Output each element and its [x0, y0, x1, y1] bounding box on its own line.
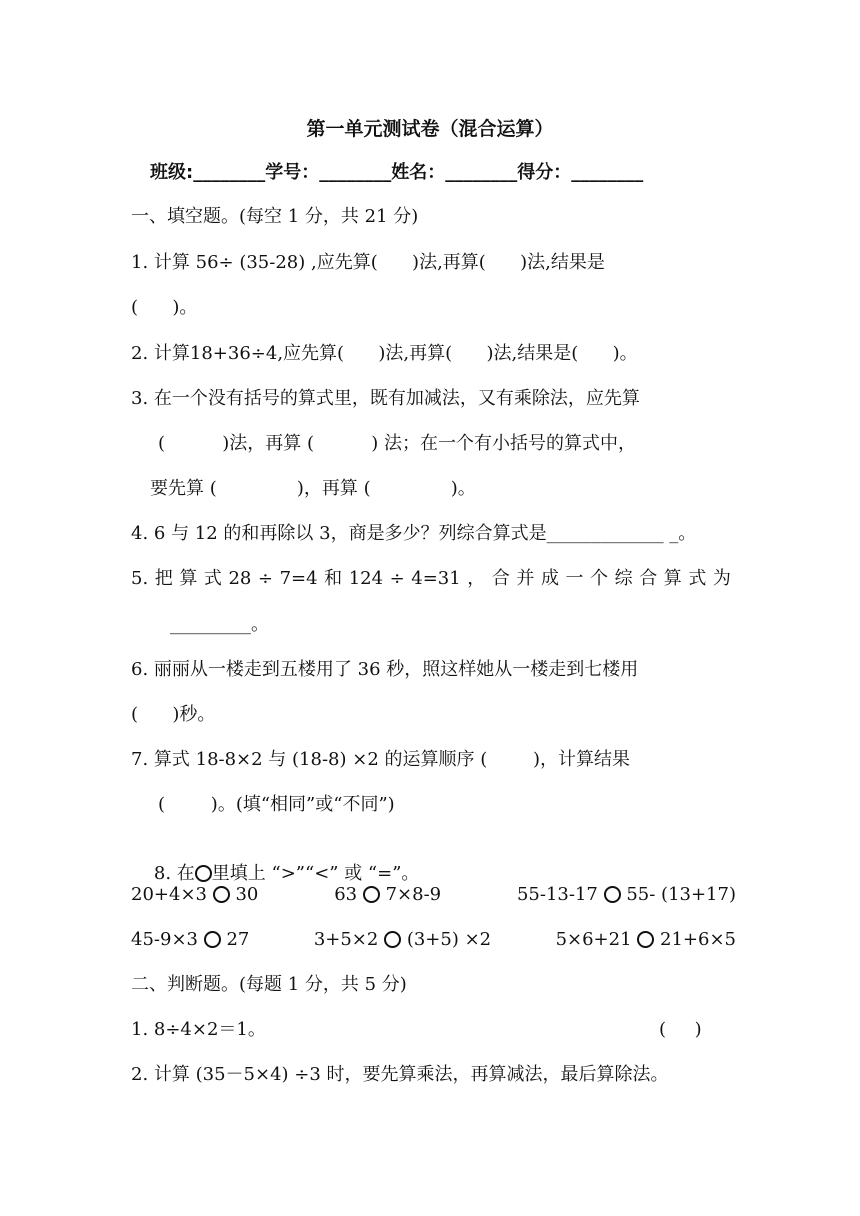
question-4-line-1: 4. 6 与 12 的和再除以 3，商是多少？列综合算式是_____________ _。 [131, 523, 697, 544]
comparison-left: 3+5×2 [313, 929, 379, 950]
question-5-line-2: _________。 [170, 614, 269, 635]
judge-question-2: 2. 计算 (35－5×4) ÷3 时，要先算乘法，再算减法，最后算除法。 [131, 1064, 669, 1085]
q5-token: 算 [663, 568, 682, 589]
comparison-item [334, 883, 441, 907]
comparison-left: 20+4×3 [131, 884, 207, 905]
question-2-line-1: 2. 计算18+36÷4,应先算( )法,再算( )法,结果是( )。 [131, 343, 638, 364]
comparison-item [517, 883, 736, 907]
circle-icon[interactable] [204, 931, 221, 948]
q5-token: 并 [516, 568, 535, 589]
circle-icon[interactable] [213, 886, 230, 903]
q8-instruction-end: 里填上 “>”“<” 或 “=”。 [211, 863, 420, 884]
question-1-line-2: ( )。 [131, 297, 198, 318]
comparison-item [314, 928, 491, 952]
comparison-right: 21+6×5 [660, 929, 736, 950]
question-3-line-2: ( )法，再算 ( ) 法；在一个有小括号的算式中， [158, 433, 636, 454]
q5-token: 算 [179, 568, 198, 589]
circle-icon[interactable] [363, 886, 380, 903]
q5-token: 合 [639, 568, 658, 589]
circle-icon [195, 865, 212, 882]
q5-token: 一 [565, 568, 584, 589]
page-title: 第一单元测试卷（混合运算） [306, 118, 554, 140]
judge-answer-box[interactable]: ( ) [659, 1019, 702, 1040]
question-3-line-3: 要先算 ( )，再算 ( )。 [150, 478, 476, 499]
comparison-item [131, 928, 249, 952]
comparison-row-2 [131, 928, 736, 952]
q5-token: 把 [154, 568, 173, 589]
q5-token: 和 [324, 568, 343, 589]
q5-token: 28 [228, 568, 252, 589]
question-1-line-1: 1. 计算 56÷ (35-28) ,应先算( )法,再算( )法,结果是 [131, 252, 605, 273]
comparison-left: 55-13-17 [516, 884, 598, 905]
comparison-right: 55- (13+17) [626, 884, 736, 905]
question-6-line-1: 6. 丽丽从一楼走到五楼用了 36 秒，照这样她从一楼走到七楼用 [131, 659, 639, 680]
q5-token: 5. [131, 568, 149, 589]
q5-token: ÷ [389, 568, 405, 589]
circle-icon[interactable] [637, 931, 654, 948]
comparison-right: (3+5) ×2 [406, 929, 492, 950]
section-1-heading: 一、填空题。(每空 1 分，共 21 分) [131, 206, 419, 227]
q5-token: 式 [203, 568, 222, 589]
circle-icon[interactable] [604, 886, 621, 903]
circle-icon[interactable] [384, 931, 401, 948]
comparison-item [556, 928, 736, 952]
q5-token: 式 [688, 568, 707, 589]
comparison-row-1 [131, 883, 736, 907]
section-2-heading: 二、判断题。(每题 1 分，共 5 分) [131, 974, 407, 995]
q5-token: 7=4 [279, 568, 318, 589]
q5-token: 合 [491, 568, 510, 589]
question-7-line-1: 7. 算式 18-8×2 与 (18-8) ×2 的运算顺序 ( )，计算结果 [131, 749, 631, 770]
q5-token: ÷ [257, 568, 273, 589]
judge-question-1: 1. 8÷4×2＝1。 [131, 1019, 266, 1040]
question-3-line-1: 3. 在一个没有括号的算式里，既有加减法，又有乘除法，应先算 [131, 388, 640, 409]
q5-token: 为 [712, 568, 731, 589]
q5-token: 124 [348, 568, 384, 589]
q5-token: 个 [590, 568, 609, 589]
q5-token: 综 [614, 568, 633, 589]
q5-token: 4=31 [411, 568, 461, 589]
question-7-line-2: ( )。(填“相同”或“不同”) [158, 794, 395, 815]
q5-token: 成 [540, 568, 559, 589]
comparison-left: 45-9×3 [131, 929, 198, 950]
comparison-right: 30 [235, 884, 259, 905]
comparison-left: 63 [334, 884, 358, 905]
comparison-item [131, 883, 258, 907]
student-info-line: 班级:________学号：________姓名：________得分：________ [150, 162, 644, 183]
comparison-left: 5×6+21 [555, 929, 632, 950]
question-5-line-1 [131, 567, 731, 591]
question-6-line-2: ( )秒。 [131, 704, 216, 725]
q5-token: ， [467, 568, 486, 589]
comparison-right: 27 [226, 929, 250, 950]
q8-instruction-start: 8. 在 [153, 863, 195, 884]
comparison-right: 7×8-9 [385, 884, 442, 905]
